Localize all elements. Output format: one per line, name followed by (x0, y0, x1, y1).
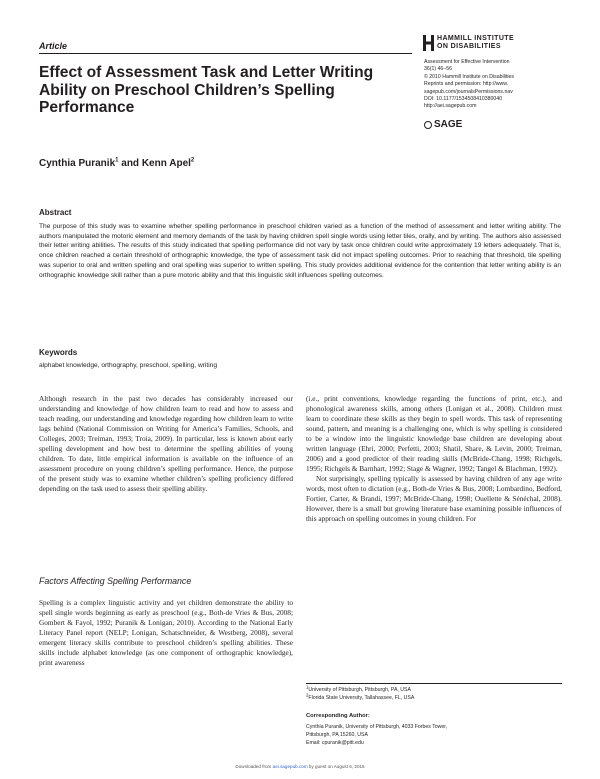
reprints-line: Reprints and permission: http://www. (424, 81, 509, 88)
publisher-logo (423, 35, 563, 53)
hammill-logo-icon (423, 35, 434, 51)
sage-logo-text: SAGE (434, 119, 463, 130)
header-rule (39, 53, 412, 54)
author-2-affiliation: 2 (190, 157, 195, 164)
sage-circle-icon (424, 121, 432, 129)
publisher-logo-line2: ON DISABILITIES (437, 43, 501, 50)
corresponding-author-details (306, 723, 562, 748)
affiliation-1: $^1$University of Pittsburgh, Pittsburgh, PA, USA (306, 684, 411, 693)
keywords-list: alphabet knowledge, orthography, preschool, spelling, writing (39, 362, 218, 369)
sage-logo (424, 119, 462, 130)
article-type-label: Article (39, 41, 68, 51)
download-footer (0, 764, 600, 769)
author-2: Kenn Apel (141, 158, 191, 169)
body-paragraph-1: Although research in the past two decades has considerably increased our understanding and knowledge of how children learn to read and how to assess and teach reading, our understanding and knowledge regarding how children learn to write lags behind (National Commission on Writing for America’s Families, Schools, and Colleges, 2003; Treiman, 1993; Troia, 2009). In particular, less is known about early spelling development and how best to determine the spelling abilities of young children. To date, little empirical information is available on the influence of an assessment procedure on young children’s spelling performance. Hence, the purpose of the present study was to examine whether children’s spelling proficiency differed depending on the task used to assess their spelling ability. (39, 394, 293, 493)
permissions-link[interactable]: sagepub.com/journalsPermissions.nav (424, 88, 513, 95)
footnote-rule (306, 683, 562, 684)
body-paragraph-3: (i.e., print conventions, knowledge regarding the functions of print, etc.), and phonological awareness skills, among others (Lonigan et al., 2008). Children must learn to coordinate these skills as they begin to spell words. This task of representing sound, pattern, and meaning is a challenging one, which is why spelling is considered to be a window into the linguistic knowledge base children are developing about written language (Ehri, 2000; Perfetti, 2003; Shatil, Share, & Levin, 2000; Treiman, 2006) and a good predictor of their reading skills (McBride-Chang, 1998; Richgels, 1995; Richgels & Barnhart, 1992; Stage & Wagner, 1992; Tangel & Blachman, 1992). (306, 394, 562, 473)
affiliation-2: $^2$Florida State University, Tallahassee, FL, USA (306, 692, 415, 702)
section-heading: Factors Affecting Spelling Performance (39, 576, 192, 586)
doi[interactable]: DOI: 10.1177/1534508410380040 (424, 96, 503, 103)
author-1: Cynthia Puranik (39, 158, 116, 169)
affiliations (306, 686, 562, 702)
author-1-affiliation: 1 (115, 157, 119, 164)
publisher-logo-line1: HAMMILL INSTITUTE (437, 35, 515, 42)
body-column-2 (306, 394, 562, 524)
footer-suffix: by guest on August 6, 2015 (307, 764, 365, 769)
body-paragraph-2: Spelling is a complex linguistic activity and yet children demonstrate the ability to spell single words beginning as early as preschool (e.g., Both-de Vries & Bus, 2008; Gombert & Fayol, 1992; Puranik & Lonigan, 2010). According to the National Early Literacy Panel report (NELP; Lonigan, Schatschneider, & Westberg, 2008), several emergent literacy skills contribute to preschool children’s spelling abilities. These skills include alphabet knowledge (as one component of orthographic knowledge), print awareness (39, 598, 293, 667)
corr-email[interactable]: Email: cpuranik@pitt.edu (306, 740, 364, 747)
author-separator: and (118, 158, 142, 169)
journal-url[interactable]: http://aei.sagepub.com (424, 103, 477, 110)
article-title: Effect of Assessment Task and Letter Writing Ability on Preschool Children’s Spelling Performance (39, 64, 374, 117)
footer-link[interactable]: aei.sagepub.com (272, 764, 308, 769)
keywords-heading: Keywords (39, 348, 78, 357)
journal-meta (424, 59, 589, 111)
corresponding-author-heading: Corresponding Author: (306, 713, 370, 719)
abstract-heading: Abstract (39, 208, 72, 217)
footer-prefix: Downloaded from (235, 764, 273, 769)
journal-volume: 36(1) 46–56 (424, 66, 452, 73)
journal-name: Assessment for Effective Intervention (424, 59, 510, 65)
copyright: © 2010 Hammill Institute on Disabilities (424, 73, 515, 80)
body-paragraph-4: Not surprisingly, spelling typically is assessed by having children of any age write words, most often to dictation (e.g., Both-de Vries & Bus, 2008; Lombardino, Bedford, Fortier, Carter, & Brandi, 1997; McBride-Chang, 1998; Ouellette & Sénéchal, 2008). However, there is a small but growing literature base examining possible influences of this approach on spelling outcomes in young children. For (306, 474, 562, 523)
corr-name-address: Cynthia Puranik, University of Pittsburgh, 4033 Forbes Tower, (306, 724, 448, 730)
corr-city: Pittsburgh, PA 15260, USA (306, 732, 368, 739)
abstract-text: The purpose of this study was to examine whether spelling performance in preschool children varied as a function of the method of assessment and letter writing ability. The authors manipulated the motoric element and memory demands of the task by having children spell single words using letter tiles, orally, and by writing. The authors also assessed their letter writing abilities. The results of this study indicated that spelling performance did not vary by task once children could write approximately 19 letters adequately. That is, once children reached a certain threshold of orthographic knowledge, the type of assessment task did not impact spelling outcomes. Prior to reaching that threshold, tile spelling was superior to oral and written spelling and oral spelling was superior to written spelling. This study provides additional evidence for the contention that letter writing ability is an orthographic knowledge skill rather than a pure motoric ability and that this linguistic skill influences spelling outcomes. (39, 223, 561, 279)
author-line (39, 158, 194, 169)
